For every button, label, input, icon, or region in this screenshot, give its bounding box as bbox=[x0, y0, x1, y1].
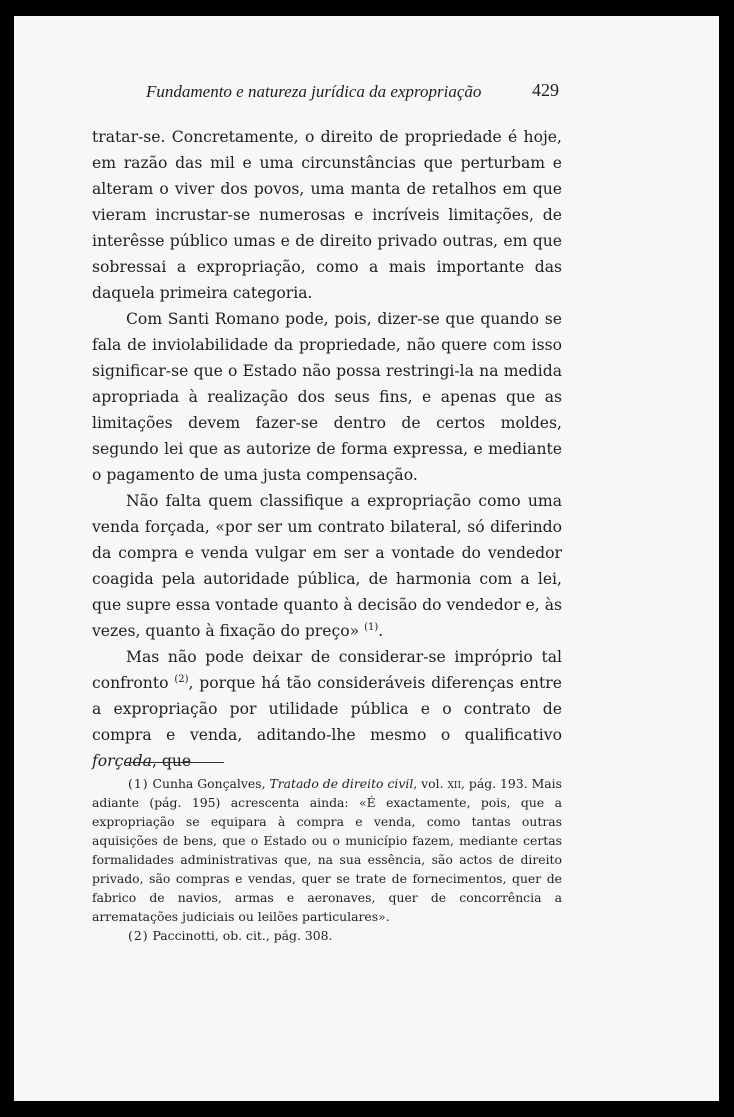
footnote-2 bbox=[92, 926, 562, 945]
body-text bbox=[92, 124, 562, 774]
running-head bbox=[14, 80, 719, 104]
footnote-1-vol: xii bbox=[447, 776, 462, 791]
footnote-2-marker: (2) bbox=[128, 928, 149, 943]
footnote-ref-1: (1) bbox=[364, 622, 379, 633]
paragraph-4-part-a: Mas não pode deixar de considerar-se impróprio tal confronto bbox=[92, 648, 562, 692]
footnote-rule bbox=[124, 762, 224, 763]
footnote-2-text: Paccinotti, ob. cit., pág. 308. bbox=[152, 928, 333, 943]
footnote-1-vol-pre: , vol. bbox=[413, 776, 444, 791]
paragraph-1: tratar-se. Concretamente, o direito de propriedade é hoje, em razão das mil e uma circunstâncias que perturbam e alteram o viver dos povos, uma manta de retalhos em que vieram incrustar-se numerosas e incríveis limitações, de interêsse público umas e de direito privado outras, em que sobressai a expropriação, como a mais importante das daquela primeira categoria. bbox=[92, 128, 562, 302]
footnote-1-title: Tratado de direito civil bbox=[269, 776, 414, 791]
paragraph-4 bbox=[92, 644, 562, 774]
footnote-1-author: Cunha Gonçalves, bbox=[152, 776, 266, 791]
paragraph-3 bbox=[92, 488, 562, 644]
page bbox=[14, 16, 719, 1101]
footnotes bbox=[92, 774, 562, 945]
footnote-1-rest: , pág. 193. Mais adiante (pág. 195) acrescenta ainda: «É exactamente, pois, que a expropriação se equipara à compra e venda, como tantas outras aquisições de bens, que o Estado ou o município fazem, mediante certas formalidades administrativas que, na sua essência, são actos de direito privado, são compras e vendas, quer se trate de fornecimentos, quer de fabrico de navios, armas e aeronaves, quer de concorrência a arrematações judiciais ou leilões particulares». bbox=[92, 776, 562, 924]
page-number: 429 bbox=[532, 80, 559, 100]
footnote-1 bbox=[92, 774, 562, 926]
paragraph-3-text: Não falta quem classifique a expropriação como uma venda forçada, «por ser um contrato bilateral, só diferindo da compra e venda vulgar em ser a vontade do vendedor coagida pela autoridade pública, de harmonia com a lei, que supre essa vontade quanto à decisão do vendedor e, às vezes, quanto à fixação do preço» bbox=[92, 492, 562, 640]
footnote-ref-2: (2) bbox=[174, 674, 189, 685]
paragraph-4-part-b: , porque há tão consideráveis diferenças entre a expropriação por utilidade pública e o contrato de compra e venda, aditando-lhe mesmo o qualificativo bbox=[92, 674, 562, 744]
paragraph-2: Com Santi Romano pode, pois, dizer-se que quando se fala de inviolabilidade da propriedade, não quere com isso significar-se que o Estado não possa restringi-la na medida apropriada à realização dos seus fins, e apenas que as limitações devem fazer-se dentro de certos moldes, segundo lei que as autorize de forma expressa, e mediante o pagamento de uma justa compensação. bbox=[92, 310, 562, 484]
footnote-1-marker: (1) bbox=[128, 776, 149, 791]
paragraph-3-end: . bbox=[378, 622, 384, 640]
paragraph-4-part-c: , que bbox=[151, 752, 192, 770]
paragraph-4-italic: forçada bbox=[92, 752, 152, 770]
running-head-title: Fundamento e natureza jurídica da expropriação bbox=[146, 82, 482, 101]
